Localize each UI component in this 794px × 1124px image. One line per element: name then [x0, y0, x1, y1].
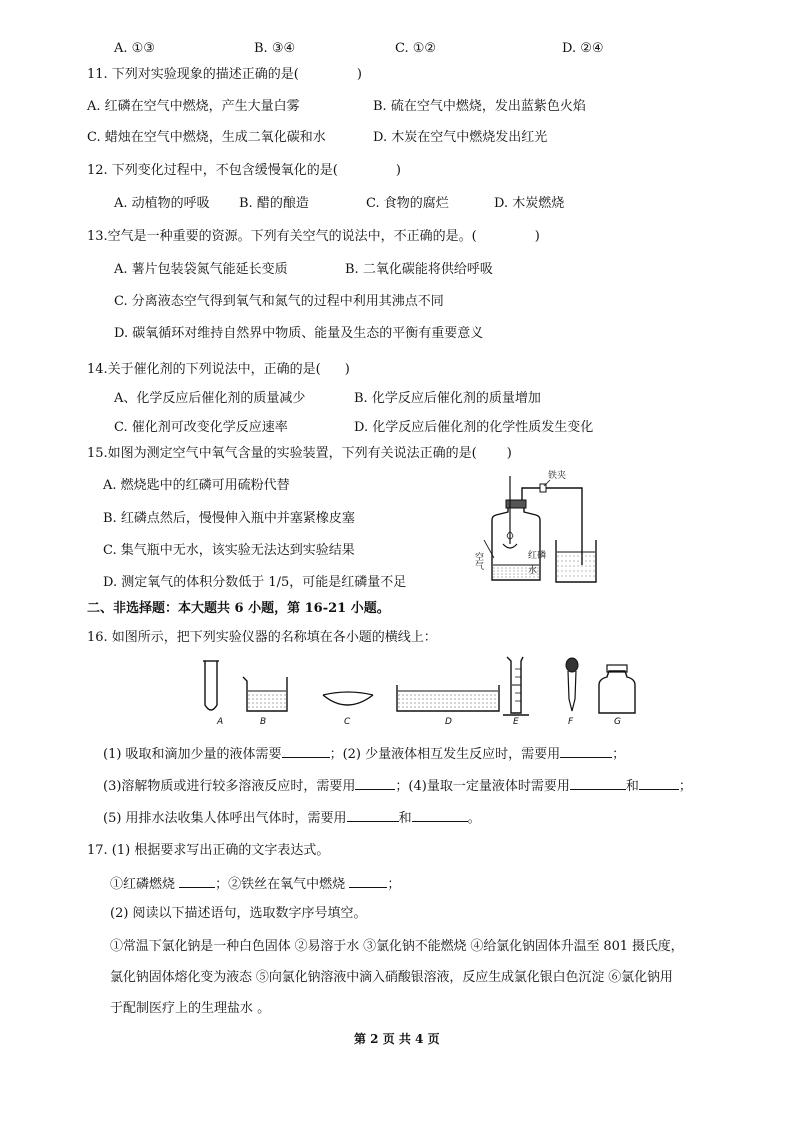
instrument-label-d: D	[445, 717, 452, 727]
q15-option-c: C. 集气瓶中无水，该实验无法达到实验结果	[103, 543, 355, 558]
instrument-label-c: C	[344, 717, 351, 727]
fig-label-clamp: 铁夹	[548, 471, 567, 481]
q16-stem: 16. 如图所示，把下列实验仪器的名称填在各小题的横线上：	[87, 630, 437, 645]
q14-option-d: D. 化学反应后催化剂的化学性质发生变化	[354, 420, 594, 435]
q13-option-a: A. 薯片包装袋氮气能延长变质	[114, 262, 288, 277]
q16-part-1-2: (1) 吸取和滴加少量的液体需要 ；(2) 少量液体相互发生反应时，需要用 ；	[103, 744, 625, 764]
answer-blank[interactable]	[355, 776, 395, 790]
q12-stem: 12. 下列变化过程中，不包含缓慢氧化的是( )	[87, 163, 401, 178]
q17-text-line-3: 于配制医疗上的生理盐水 。	[110, 1001, 271, 1016]
answer-blank[interactable]	[347, 808, 399, 822]
q13-stem: 13.空气是一种重要的资源。下列有关空气的说法中，不正确的是。( )	[87, 229, 540, 244]
q10-option-a: A. ①③	[114, 41, 155, 56]
fig-label-water: 水	[528, 566, 538, 576]
q15-option-b: B. 红磷点然后，慢慢伸入瓶中并塞紧橡皮塞	[103, 511, 355, 526]
q10-option-b: B. ③④	[254, 41, 296, 56]
q13-option-b: B. 二氧化碳能将供给呼吸	[345, 262, 493, 277]
instrument-label-e: E	[513, 717, 519, 727]
fig-label-air: 空气	[473, 552, 483, 570]
q12-option-c: C. 食物的腐烂	[366, 196, 449, 211]
q17-text-line-1: ①常温下氯化钠是一种白色固体 ②易溶于水 ③氯化钠不能燃烧 ④给氯化钠固体升温至 801 摄氏度，	[110, 939, 684, 954]
section-two-heading: 二、非选择题：本大题共 6 小题，第 16-21 小题。	[87, 601, 390, 616]
q14-stem: 14.关于催化剂的下列说法中，正确的是( )	[87, 362, 350, 377]
q14-option-c: C. 催化剂可改变化学反应速率	[114, 420, 288, 435]
fig-label-phosphorus: 红磷	[528, 551, 547, 561]
answer-blank[interactable]	[282, 744, 330, 758]
q12-option-b: B. 醋的酿造	[239, 196, 309, 211]
q10-option-c: C. ①②	[395, 41, 437, 56]
q14-option-b: B. 化学反应后催化剂的质量增加	[354, 391, 541, 406]
q14-option-a: A、化学反应后催化剂的质量减少	[114, 391, 306, 406]
q12-option-d: D. 木炭燃烧	[494, 196, 565, 211]
q15-option-a: A. 燃烧匙中的红磷可用硫粉代替	[103, 478, 290, 493]
q10-option-d: D. ②④	[562, 41, 604, 56]
q13-option-c: C. 分离液态空气得到氧气和氮气的过程中利用其沸点不同	[114, 294, 444, 309]
answer-blank[interactable]	[560, 744, 612, 758]
q13-option-d: D. 碳氧循环对维持自然界中物质、能量及生态的平衡有重要意义	[114, 326, 484, 341]
instrument-label-a: A	[217, 717, 224, 727]
answer-blank[interactable]	[179, 874, 215, 888]
q15-option-d: D. 测定氧气的体积分数低于 1/5，可能是红磷量不足	[103, 575, 407, 590]
q17-stem: 17. (1) 根据要求写出正确的文字表达式。	[87, 843, 330, 858]
q16-part-5: (5) 用排水法收集人体呼出气体时，需要用 和 。	[103, 808, 481, 828]
q11-option-c: C. 蜡烛在空气中燃烧，生成二氧化碳和水	[87, 130, 326, 145]
page-footer: 第 2 页 共 4 页	[354, 1032, 440, 1046]
q11-option-a: A. 红磷在空气中燃烧，产生大量白雾	[87, 99, 300, 114]
instrument-label-b: B	[260, 717, 267, 727]
q11-option-d: D. 木炭在空气中燃烧发出红光	[373, 130, 548, 145]
answer-blank[interactable]	[570, 776, 626, 790]
answer-blank[interactable]	[349, 874, 387, 888]
q17-text-line-2: 氯化钠固体熔化变为液态 ⑤向氯化钠溶液中滴入硝酸银溶液，反应生成氯化银白色沉淀 ⑥氯化钠用	[110, 970, 673, 985]
q17-part-1: ①红磷燃烧 ；②铁丝在氧气中燃烧 ；	[110, 874, 400, 894]
instrument-label-f: F	[568, 717, 574, 727]
answer-blank[interactable]	[412, 808, 468, 822]
q15-stem: 15.如图为测定空气中氧气含量的实验装置，下列有关说法正确的是( )	[87, 446, 512, 461]
q11-stem: 11. 下列对实验现象的描述正确的是( )	[87, 67, 362, 82]
answer-blank[interactable]	[639, 776, 679, 790]
q12-option-a: A. 动植物的呼吸	[114, 196, 210, 211]
instrument-label-g: G	[614, 717, 621, 727]
q17-part-2: (2) 阅读以下描述语句，选取数字序号填空。	[110, 906, 367, 921]
q16-part-3-4: (3)溶解物质或进行较多溶液反应时，需要用 ；(4)量取一定量液体时需要用 和 ；	[103, 776, 692, 796]
q11-option-b: B. 硫在空气中燃烧，发出蓝紫色火焰	[373, 99, 586, 114]
